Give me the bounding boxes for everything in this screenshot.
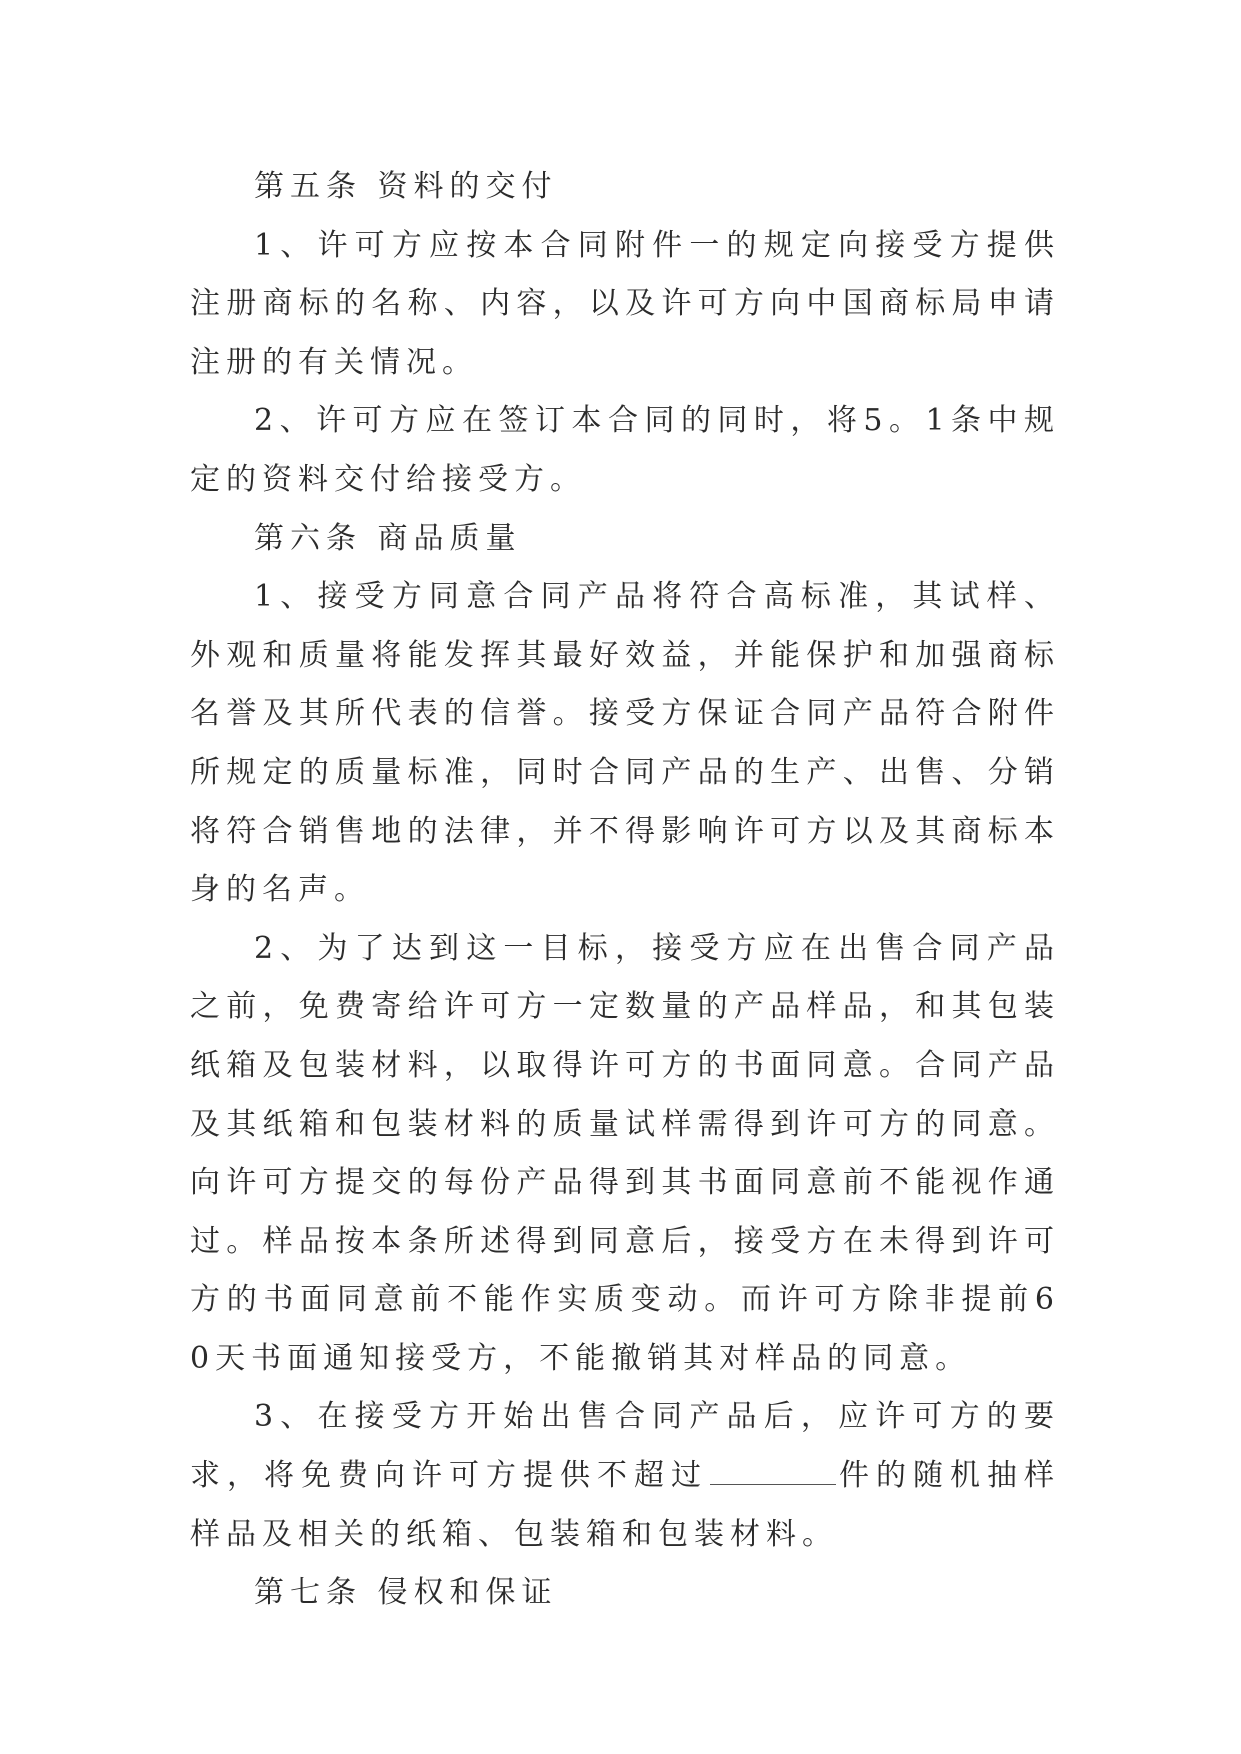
article-6-clause-3-before: 3、在接受方开始出售合同产品后，应许可方的要求，将免费向许可方提供不超过 <box>190 1399 1060 1494</box>
fill-in-blank <box>710 1452 836 1485</box>
article-7-heading: 第七条 侵权和保证 <box>254 1575 558 1611</box>
article-5-clause-2: 2、许可方应在签订本合同的同时，将5。1条中规定的资料交付给接受方。 <box>190 403 1060 497</box>
article-6-clause-3-after: 件的随机抽样样品及相关的纸箱、包装箱和包装材料。 <box>190 1458 1060 1552</box>
article-6-clause-2: 2、为了达到这一目标，接受方应在出售合同产品之前，免费寄给许可方一定数量的产品样品，和其包装纸箱及包装材料，以取得许可方的书面同意。合同产品及其纸箱和包装材料的质量试样需得到许可方的同意。向许可方提交的每份产品得到其书面同意前不能视作通过。样品按本条所述得到同意后，接受方在未得到许可方的书面同意前不能作实质变动。而许可方除非提前60天书面通知接受方，不能撤销其对样品的同意。 <box>190 930 1060 1376</box>
article-6-clause-1: 1、接受方同意合同产品将符合高标准，其试样、外观和质量将能发挥其最好效益，并能保护和加强商标名誉及其所代表的信誉。接受方保证合同产品符合附件所规定的质量标准，同时合同产品的生产、出售、分销将符合销售地的法律，并不得影响许可方以及其商标本身的名声。 <box>190 579 1060 908</box>
article-6-clause-3 <box>190 1388 1060 1564</box>
article-5-heading: 第五条 资料的交付 <box>254 169 558 204</box>
article-6-heading: 第六条 商品质量 <box>254 520 522 556</box>
article-5-clause-1: 1、许可方应按本合同附件一的规定向接受方提供注册商标的名称、内容，以及许可方向中国商标局申请注册的有关情况。 <box>190 227 1060 380</box>
document-body <box>190 158 1060 1623</box>
